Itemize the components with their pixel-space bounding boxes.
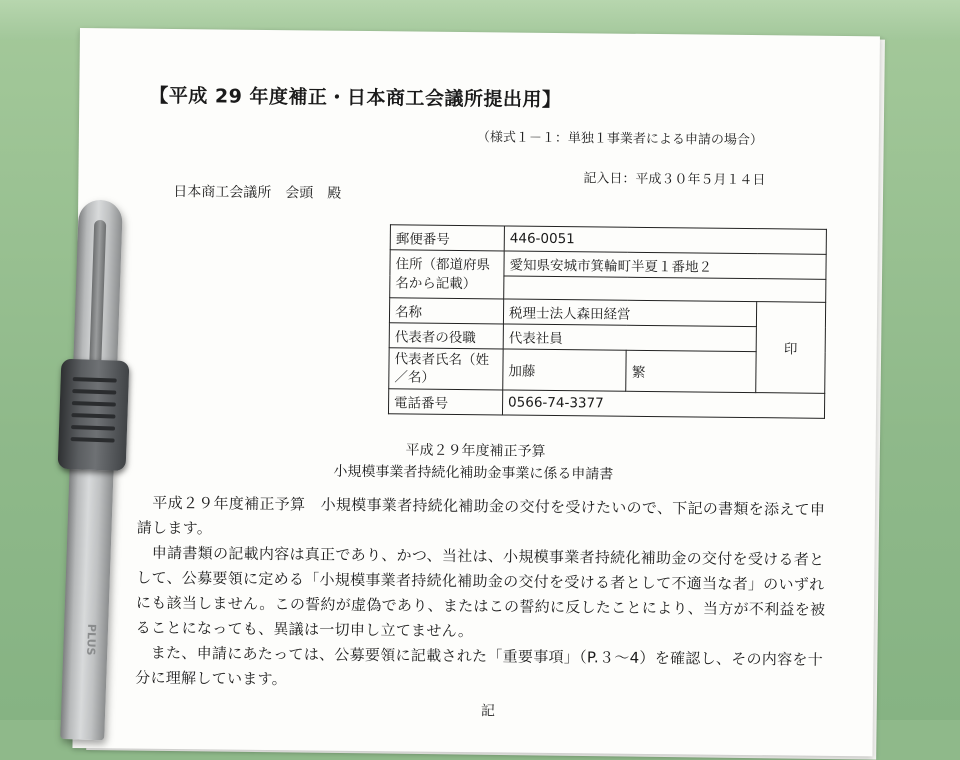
clip-ridge: [71, 413, 115, 419]
recipient-line: 日本商工会議所 会頭 殿: [173, 183, 342, 202]
address-value: 愛知県安城市箕輪町半夏１番地２: [504, 251, 826, 279]
company-name-label: 名称: [389, 298, 503, 324]
representative-surname: 加藤: [503, 349, 627, 392]
document-header-title: 【平成 29 年度補正・日本商工会議所提出用】: [149, 84, 562, 112]
representative-name-label: 代表者氏名（姓／名）: [389, 348, 503, 391]
entry-date: 記入日：平成３０年５月１４日: [583, 171, 766, 189]
company-name-value: 税理士法人森田経営: [503, 299, 756, 327]
table-row: [388, 389, 824, 419]
clip-ridge: [71, 425, 115, 431]
address-value-line2: [504, 276, 826, 302]
table-row: [390, 250, 826, 280]
clip-ridge: [73, 377, 117, 383]
clip-ridge: [72, 389, 116, 395]
postal-code-value: 446-0051: [504, 226, 826, 254]
form-type-note: （様式１－１：単独１事業者による申請の場合）: [476, 130, 763, 149]
position-label: 代表者の役職: [389, 323, 503, 349]
body-paragraph-1: 平成２９年度補正予算 小規模事業者持続化補助金の交付を受けたいので、下記の書類を添えて申請します。: [136, 493, 826, 538]
postal-code-label: 郵便番号: [390, 225, 504, 251]
seal-box: 印: [756, 302, 826, 394]
application-document: [72, 28, 879, 756]
clip-ridge: [72, 401, 116, 407]
pen-brand-logo: PLUS: [84, 623, 99, 656]
representative-given-name: 繁: [626, 350, 756, 393]
phone-label: 電話番号: [388, 389, 502, 415]
clip-ridge: [71, 437, 115, 443]
body-paragraph-2: 申請書類の記載内容は真正であり、かつ、当社は、小規模事業者持続化補助金の交付を受ける者として、公募要領に定める「小規模事業者持続化補助金の交付を受ける者として不適当な者」のいずれにも該当しません。この誓約が虚偽であり、またはこの誓約に反したことにより、当方が不利益を被ることになっても、異議は一切申し立てません。: [135, 543, 826, 641]
document-title-line2: 小規模事業者持続化補助金事業に係る申請書: [333, 463, 614, 483]
ki-marker: 記: [480, 703, 495, 720]
document-title-line1: 平成２９年度補正予算: [405, 442, 546, 460]
document-body: [135, 491, 827, 698]
applicant-info-table: [388, 224, 827, 419]
pen-clip: [58, 359, 130, 471]
body-paragraph-3: また、申請にあたっては、公募要領に記載された「重要事項」（P.３～4）を確認し、その内容を十分に理解しています。: [135, 643, 824, 689]
position-value: 代表社員: [503, 324, 756, 352]
address-label: 住所（都道府県名から記載）: [390, 250, 504, 299]
phone-value: 0566-74-3377: [502, 390, 824, 418]
